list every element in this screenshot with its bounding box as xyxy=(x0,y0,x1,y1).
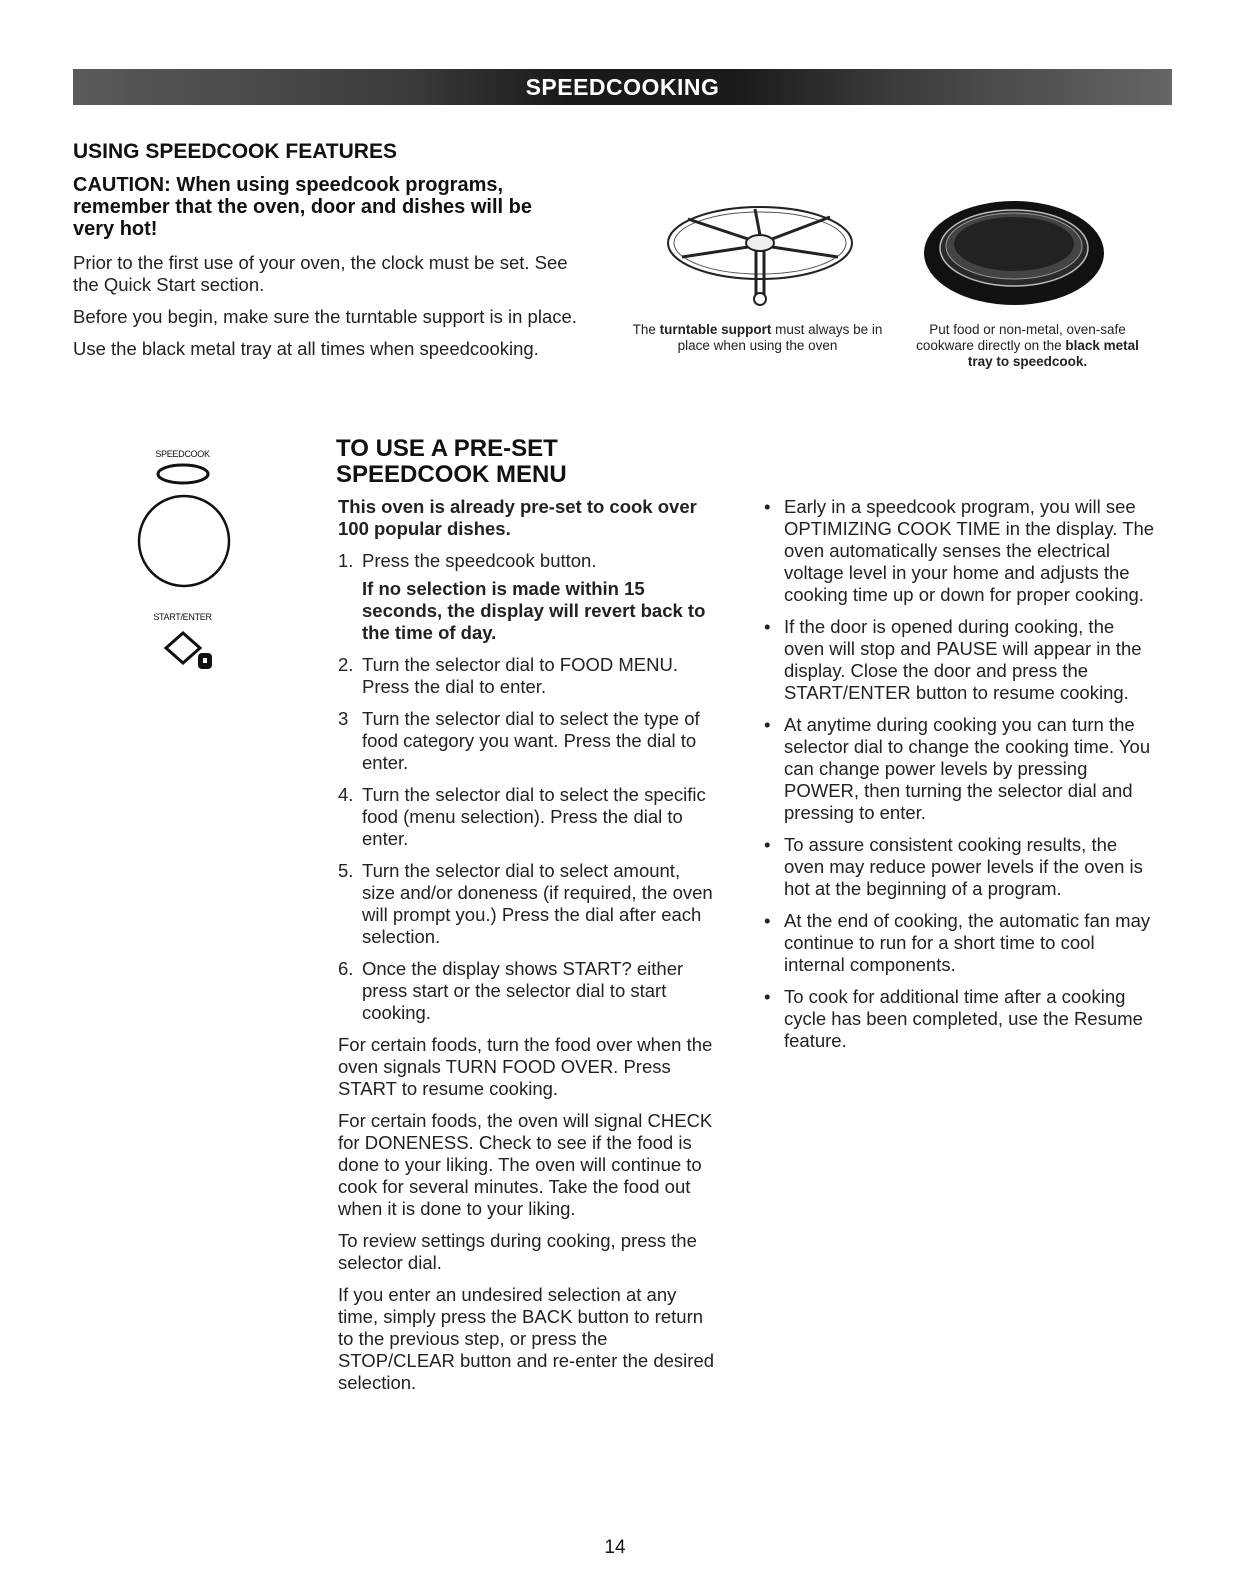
turntable-support-illustration xyxy=(660,195,860,310)
paragraph: Use the black metal tray at all times when speedcooking. xyxy=(73,338,539,359)
right-column xyxy=(762,496,1157,1062)
start-enter-button[interactable] xyxy=(158,625,222,671)
section2-intro: This oven is already pre-set to cook over 100 popular dishes. xyxy=(338,496,697,539)
tray-caption: Put food or non-metal, oven-safe cookware directly on the black metal tray to speedcook. xyxy=(916,322,1139,369)
list-item: 1. Press the speedcook button. If no selection is made within 15 seconds, the display will revert back to the time of day. xyxy=(338,550,718,644)
middle-column xyxy=(338,496,718,1404)
section2-heading: TO USE A PRE-SET SPEEDCOOK MENU xyxy=(336,435,567,488)
caution-text: CAUTION: When using speedcook programs, remember that the oven, door and dishes will be very hot! xyxy=(73,174,532,240)
list-item: • To assure consistent cooking results, the oven may reduce power levels if the oven is hot at the beginning of a program. xyxy=(762,834,1157,900)
list-item: • If the door is opened during cooking, the oven will stop and PAUSE will appear in the display. Close the door and press the START/ENTER button to resume cooking. xyxy=(762,616,1157,704)
list-item: • At anytime during cooking you can turn the selector dial to change the cooking time. You can change power levels by pressing POWER, then turning the selector dial and pressing to enter. xyxy=(762,714,1157,824)
paragraph: To review settings during cooking, press the selector dial. xyxy=(338,1230,697,1273)
list-item: 5. Turn the selector dial to select amount, size and/or doneness (if required, the oven will prompt you.) Press the dial after each selection. xyxy=(338,860,713,947)
list-item: • At the end of cooking, the automatic fan may continue to run for a short time to cool internal components. xyxy=(762,910,1157,976)
list-item: • Early in a speedcook program, you will see OPTIMIZING COOK TIME in the display. The oven automatically senses the electrical voltage level in your home and adjusts the cooking time up or down for proper cooking. xyxy=(762,496,1157,606)
section-heading: USING SPEEDCOOK FEATURES xyxy=(73,140,397,163)
speedcook-button[interactable] xyxy=(155,461,211,487)
speedcook-button-label: SPEEDCOOK xyxy=(155,449,210,459)
list-item: 2. Turn the selector dial to FOOD MENU. Press the dial to enter. xyxy=(338,654,678,697)
list-item: 4. Turn the selector dial to select the specific food (menu selection). Press the dial to enter. xyxy=(338,784,706,849)
list-item: • To cook for additional time after a cooking cycle has been completed, use the Resume feature. xyxy=(762,986,1157,1052)
paragraph: For certain foods, the oven will signal CHECK for DONENESS. Check to see if the food is done to your liking. The oven will continue to cook for several minutes. Take the food out when it is done to your liking. xyxy=(338,1110,713,1219)
banner-title: SPEEDCOOKING xyxy=(525,73,720,100)
paragraph: For certain foods, turn the food over when the oven signals TURN FOOD OVER. Press START to resume cooking. xyxy=(338,1034,713,1099)
black-metal-tray-illustration xyxy=(922,198,1107,308)
paragraph: Before you begin, make sure the turntable support is in place. xyxy=(73,306,577,327)
paragraph: Prior to the first use of your oven, the clock must be set. See the Quick Start section. xyxy=(73,252,568,295)
turntable-caption: The turntable support must always be in place when using the oven xyxy=(632,322,883,353)
intro-block xyxy=(73,252,593,370)
start-enter-button-label: START/ENTER xyxy=(153,612,212,622)
page-number: 14 xyxy=(604,1537,626,1558)
list-item: 6. Once the display shows START? either press start or the selector dial to start cooking. xyxy=(338,958,684,1023)
selector-dial[interactable] xyxy=(136,493,232,589)
header-banner xyxy=(73,69,1172,105)
list-item: 3 Turn the selector dial to select the type of food category you want. Press the dial to enter. xyxy=(338,708,700,773)
steps-list xyxy=(338,550,718,1024)
tips-list xyxy=(762,496,1157,1052)
paragraph: If you enter an undesired selection at any time, simply press the BACK button to return to the previous step, or press the STOP/CLEAR button and re-enter the desired selection. xyxy=(338,1284,715,1393)
timeout-note: If no selection is made within 15 seconds, the display will revert back to the time of day. xyxy=(362,578,706,643)
